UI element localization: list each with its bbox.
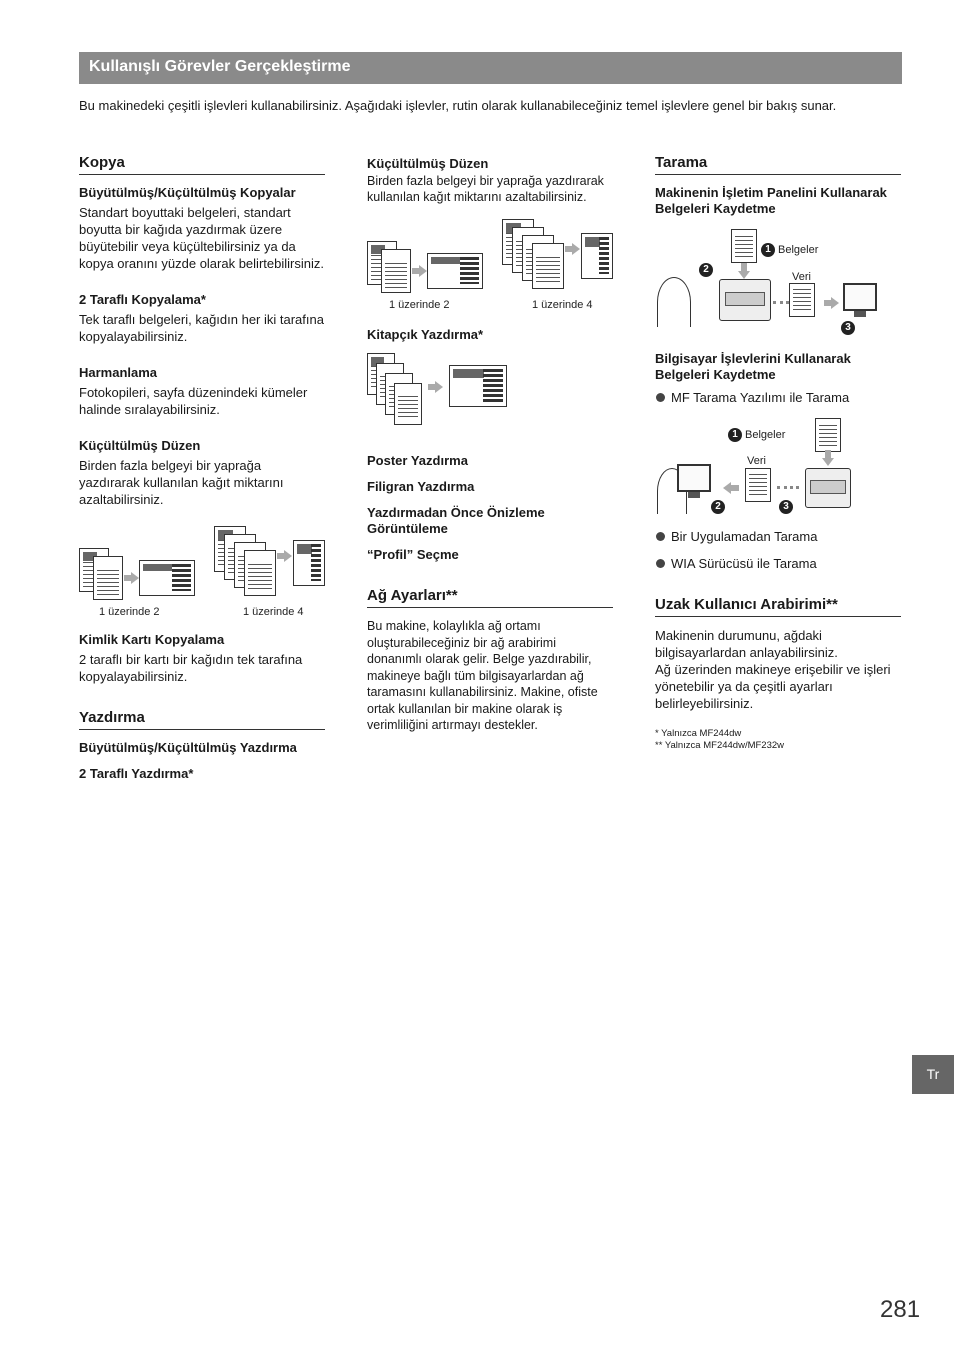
arrow-right-icon: [419, 265, 427, 277]
subheading: Büyütülmüş/Küçültülmüş Yazdırma: [79, 740, 297, 755]
heading-yazdirma: Yazdırma: [79, 709, 325, 730]
document-icon: [244, 550, 276, 596]
subheading: Küçültülmüş Düzen: [367, 156, 489, 171]
document-icon: [293, 540, 325, 586]
step-number: 1: [761, 243, 775, 257]
banner-title: Kullanışlı Görevler Gerçekleştirme: [89, 58, 351, 75]
bullet-item: WIA Sürücüsü ile Tarama: [655, 555, 901, 572]
document-icon: [789, 283, 815, 317]
label-belgeler: Belgeler: [745, 429, 786, 441]
pc-scan-illustration: [655, 410, 901, 528]
document-icon: [745, 468, 771, 502]
section-banner: [79, 52, 902, 84]
paragraph: Standart boyuttaki belgeleri, standart boyutta bir kağıda yazdırmak üzere büyütebilir veya küçültebilirsiniz ya da kopya oranını yüzde olarak belirtebilirsiniz.: [79, 205, 324, 271]
booklet-illustration: [367, 353, 613, 443]
paragraph: Birden fazla belgeyi bir yaprağa yazdırarak kullanılan kağıt miktarını azaltabilirsiniz.: [367, 174, 604, 204]
heading-ag-ayarlari: Ağ Ayarları**: [367, 587, 613, 608]
subheading: Bilgisayar İşlevlerini Kullanarak Belgeleri Kaydetme: [655, 351, 851, 382]
paragraph: Ağ üzerinden makineye erişebilir ve işleri yönetebilir ya da çeşitli ayarları belirleyebilirsiniz.: [655, 662, 891, 711]
subheading: Filigran Yazdırma: [367, 479, 475, 494]
printer-icon: [805, 468, 851, 508]
booklet-icon: [449, 365, 507, 407]
paragraph: Tek taraflı belgeleri, kağıdın her iki tarafına kopyalayabilirsiniz.: [79, 312, 324, 344]
panel-scan-illustration: [655, 223, 901, 341]
dots: [777, 486, 799, 490]
reduced-layout-illustration: [367, 217, 613, 317]
label-veri: Veri: [747, 455, 766, 467]
caption: 1 üzerinde 4: [243, 606, 304, 618]
step-number: 3: [841, 321, 855, 335]
footnote: * Yalnızca MF244dw: [655, 728, 742, 739]
arrow-right-icon: [131, 572, 139, 584]
subheading: Makinenin İşletim Panelini Kullanarak Belgeleri Kaydetme: [655, 185, 887, 216]
arrow-right-icon: [831, 297, 839, 309]
heading-tarama: Tarama: [655, 154, 901, 175]
subheading: Kimlik Kartı Kopyalama: [79, 632, 225, 647]
bullet-item: MF Tarama Yazılımı ile Tarama: [655, 389, 901, 406]
monitor-icon: [843, 283, 877, 311]
column-3: [655, 150, 901, 752]
caption: 1 üzerinde 2: [99, 606, 160, 618]
dots: [773, 301, 789, 305]
step-number: 3: [779, 500, 793, 514]
monitor-icon: [677, 464, 711, 492]
column-2: [367, 150, 613, 734]
subheading: “Profil” Seçme: [367, 547, 459, 562]
label-veri: Veri: [792, 271, 811, 283]
heading-uzak-kullanici: Uzak Kullanıcı Arabirimi**: [655, 596, 901, 617]
paragraph: Fotokopileri, sayfa düzenindeki kümeler halinde sıralayabilirsiniz.: [79, 385, 308, 417]
label-belgeler: Belgeler: [778, 244, 819, 256]
printer-icon: [719, 279, 771, 321]
subheading: 2 Taraflı Yazdırma*: [79, 766, 194, 781]
reduced-layout-illustration: [79, 522, 325, 622]
step-number: 2: [699, 263, 713, 277]
arrow-down-icon: [738, 271, 750, 279]
arrow-left-icon: [723, 482, 731, 494]
footnote: ** Yalnızca MF244dw/MF232w: [655, 740, 785, 751]
arrow-right-icon: [284, 550, 292, 562]
paragraph: 2 taraflı bir kartı bir kağıdın tek tarafına kopyalayabilirsiniz.: [79, 652, 303, 684]
subheading: Büyütülmüş/Küçültülmüş Kopyalar: [79, 185, 296, 200]
heading-kopya: Kopya: [79, 154, 325, 175]
subheading: Kitapçık Yazdırma*: [367, 327, 484, 342]
subheading: Yazdırmadan Önce Önizleme Görüntüleme: [367, 505, 545, 536]
document-icon: [581, 233, 613, 279]
document-icon: [815, 418, 841, 452]
caption: 1 üzerinde 4: [532, 299, 593, 311]
document-icon: [427, 253, 483, 289]
arrow-right-icon: [572, 243, 580, 255]
document-icon: [731, 229, 757, 263]
step-number: 1: [728, 428, 742, 442]
subheading: Küçültülmüş Düzen: [79, 438, 201, 453]
subheading: Poster Yazdırma: [367, 453, 468, 468]
paragraph: Birden fazla belgeyi bir yaprağa yazdırarak kullanılan kağıt miktarını azaltabilirsiniz.: [79, 458, 284, 507]
intro-text: Bu makinedeki çeşitli işlevleri kullanabilirsiniz. Aşağıdaki işlevler, rutin olarak kullanabileceğiniz temel işlevlere genel bir bakış sunar.: [79, 98, 837, 113]
paragraph: Bu makine, kolaylıkla ağ ortamı oluşturabileceğiniz bir ağ arabirimi donanımlı olarak gelir. Belge yazdırabilir, makineye bağlı tüm bilgisayarlardan ağ taramasını kullanabilirsiniz. Makine, ofiste ortak kullanılan bir makine olarak iş verimliliğini artırmayı destekler.: [367, 619, 598, 732]
column-1: [79, 150, 325, 782]
person-icon: [657, 277, 691, 327]
language-tab: Tr: [912, 1055, 954, 1094]
step-number: 2: [711, 500, 725, 514]
document-icon: [381, 249, 411, 293]
paragraph: Makinenin durumunu, ağdaki bilgisayarlardan anlayabilirsiniz.: [655, 628, 838, 660]
bullet-item: Bir Uygulamadan Tarama: [655, 528, 901, 545]
caption: 1 üzerinde 2: [389, 299, 450, 311]
subheading: Harmanlama: [79, 365, 158, 380]
subheading: 2 Taraflı Kopyalama*: [79, 292, 206, 307]
document-icon: [394, 383, 422, 425]
page-number: 281: [880, 1296, 921, 1323]
document-icon: [532, 243, 564, 289]
document-icon: [93, 556, 123, 600]
arrow-down-icon: [822, 458, 834, 466]
arrow-right-icon: [435, 381, 443, 393]
document-icon: [139, 560, 195, 596]
